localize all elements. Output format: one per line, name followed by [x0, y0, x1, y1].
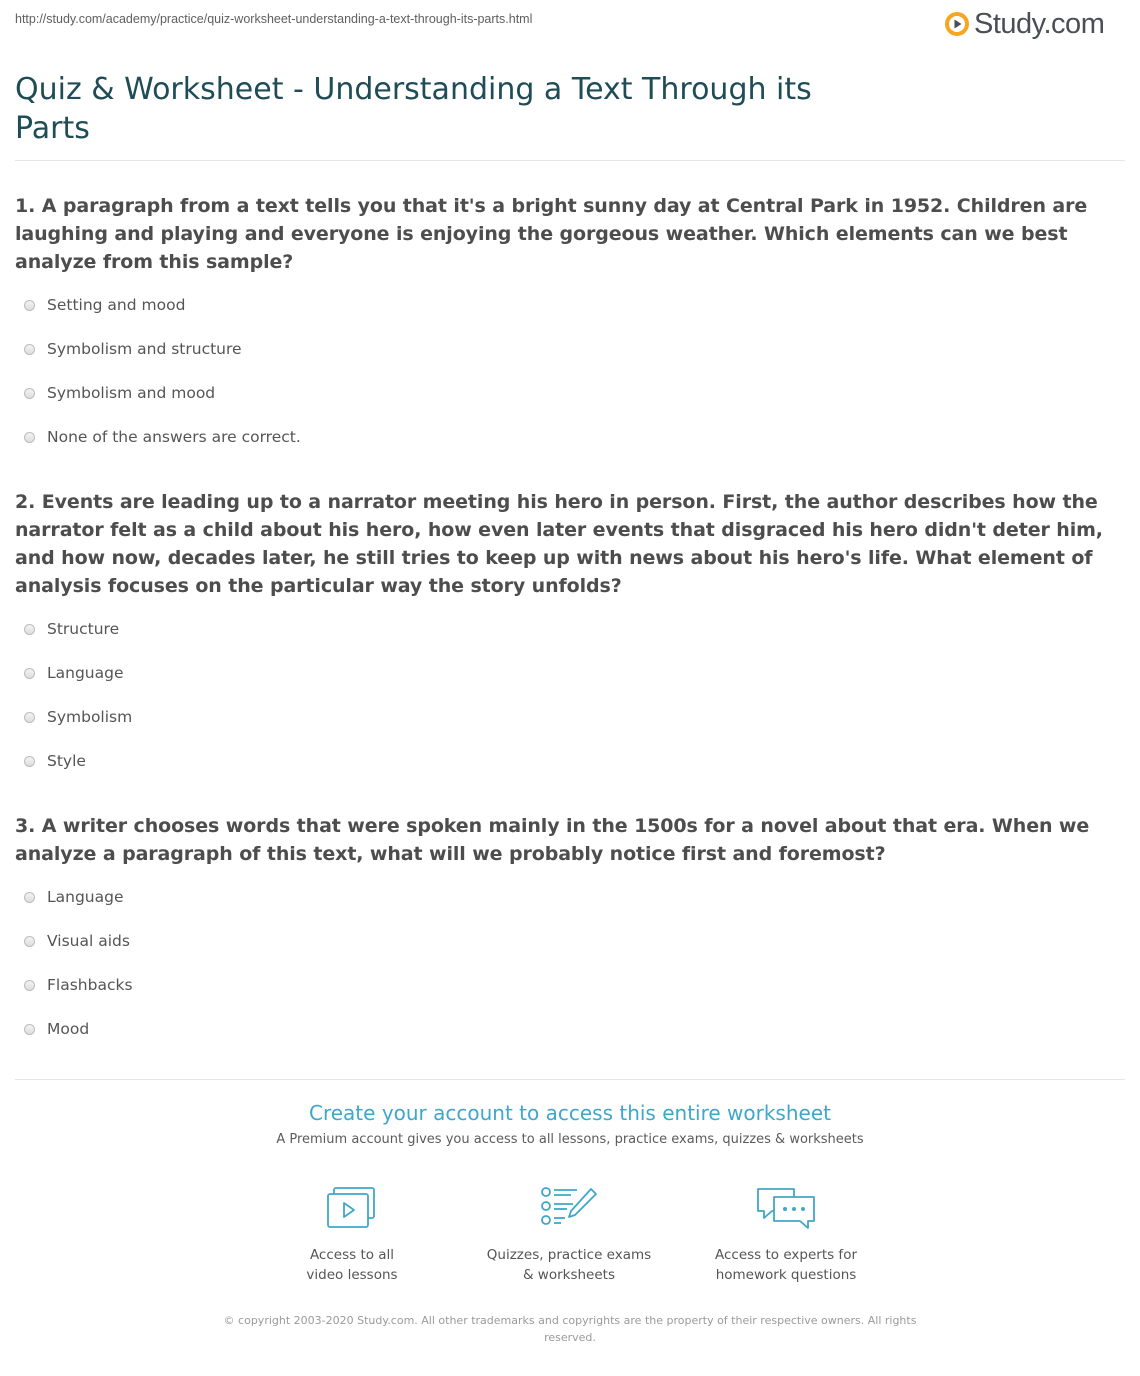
- answer-label: Symbolism and mood: [47, 384, 216, 402]
- cta-subtitle: A Premium account gives you access to all lessons, practice exams, quizzes & worksheets: [276, 1132, 864, 1147]
- answer-option[interactable]: [24, 382, 215, 404]
- radio-button[interactable]: [24, 624, 35, 635]
- answer-label: Language: [47, 888, 124, 906]
- answer-option[interactable]: [24, 338, 242, 360]
- radio-button[interactable]: [24, 432, 35, 443]
- copyright: © copyright 2003-2020 Study.com. All other trademarks and copyrights are the property of their respective owners. All rights reserved.: [223, 1314, 917, 1344]
- answer-option[interactable]: [24, 618, 119, 640]
- question-3: 3. A writer chooses words that were spoken mainly in the 1500s for a novel about that era. When we analyze a paragraph of this text, what will we probably notice first and foremost?: [15, 815, 1090, 865]
- answer-label: Symbolism: [47, 708, 133, 726]
- feature-video-lessons: [262, 1185, 442, 1285]
- feature-line: Quizzes, practice exams: [486, 1247, 652, 1263]
- answer-label: Setting and mood: [47, 296, 186, 314]
- radio-button[interactable]: [24, 1024, 35, 1035]
- answer-label: Language: [47, 664, 124, 682]
- radio-button[interactable]: [24, 668, 35, 679]
- feature-line: homework questions: [715, 1267, 857, 1283]
- page-title: Quiz & Worksheet - Understanding a Text Through its Parts: [15, 72, 812, 146]
- answer-label: Mood: [47, 1020, 90, 1038]
- answer-label: None of the answers are correct.: [47, 428, 301, 446]
- feature-line: video lessons: [306, 1267, 398, 1283]
- radio-button[interactable]: [24, 712, 35, 723]
- question-1: 1. A paragraph from a text tells you that it's a bright sunny day at Central Park in 1952. Children are laughing and playing and everyone is enjoying the gorgeous weather. Which elements can we best analyze from this sample?: [15, 195, 1088, 273]
- answer-option[interactable]: [24, 426, 301, 448]
- answer-label: Style: [47, 752, 86, 770]
- answer-label: Symbolism and structure: [47, 340, 242, 358]
- answer-option[interactable]: [24, 886, 124, 908]
- play-circle-icon: [944, 11, 970, 37]
- feature-experts: [696, 1185, 876, 1285]
- chat-bubbles-icon: [754, 1185, 818, 1231]
- radio-button[interactable]: [24, 936, 35, 947]
- answer-label: Structure: [47, 620, 120, 638]
- logo-text: Study.com: [974, 8, 1105, 40]
- feature-line: & worksheets: [522, 1267, 615, 1283]
- answer-option[interactable]: [24, 706, 132, 728]
- radio-button[interactable]: [24, 388, 35, 399]
- quiz-checklist-icon: [539, 1185, 599, 1231]
- page-url: http://study.com/academy/practice/quiz-worksheet-understanding-a-text-through-its-parts.html: [15, 12, 533, 26]
- answer-option[interactable]: [24, 930, 130, 952]
- feature-quizzes: [479, 1185, 659, 1285]
- radio-button[interactable]: [24, 344, 35, 355]
- answer-option[interactable]: [24, 294, 185, 316]
- answer-option[interactable]: [24, 1018, 89, 1040]
- create-account-link[interactable]: Create your account to access this entire worksheet: [309, 1101, 831, 1125]
- question-2: 2. Events are leading up to a narrator meeting his hero in person. First, the author describes how the narrator felt as a child about his hero, how even later events that disgraced his hero didn't deter him, and how now, decades later, he still tries to keep up with news about his hero's life. What element of analysis focuses on the particular way the story unfolds?: [15, 491, 1103, 597]
- answer-label: Visual aids: [47, 932, 130, 950]
- cta-divider: [15, 1079, 1125, 1080]
- radio-button[interactable]: [24, 300, 35, 311]
- radio-button[interactable]: [24, 756, 35, 767]
- feature-line: Access to all: [309, 1247, 395, 1263]
- answer-option[interactable]: [24, 662, 124, 684]
- header-divider: [15, 160, 1125, 161]
- radio-button[interactable]: [24, 892, 35, 903]
- feature-line: Access to experts for: [714, 1247, 857, 1263]
- study-logo[interactable]: [944, 8, 1104, 40]
- video-lessons-icon: [322, 1185, 382, 1231]
- answer-option[interactable]: [24, 750, 86, 772]
- radio-button[interactable]: [24, 980, 35, 991]
- answer-label: Flashbacks: [47, 976, 133, 994]
- answer-option[interactable]: [24, 974, 133, 996]
